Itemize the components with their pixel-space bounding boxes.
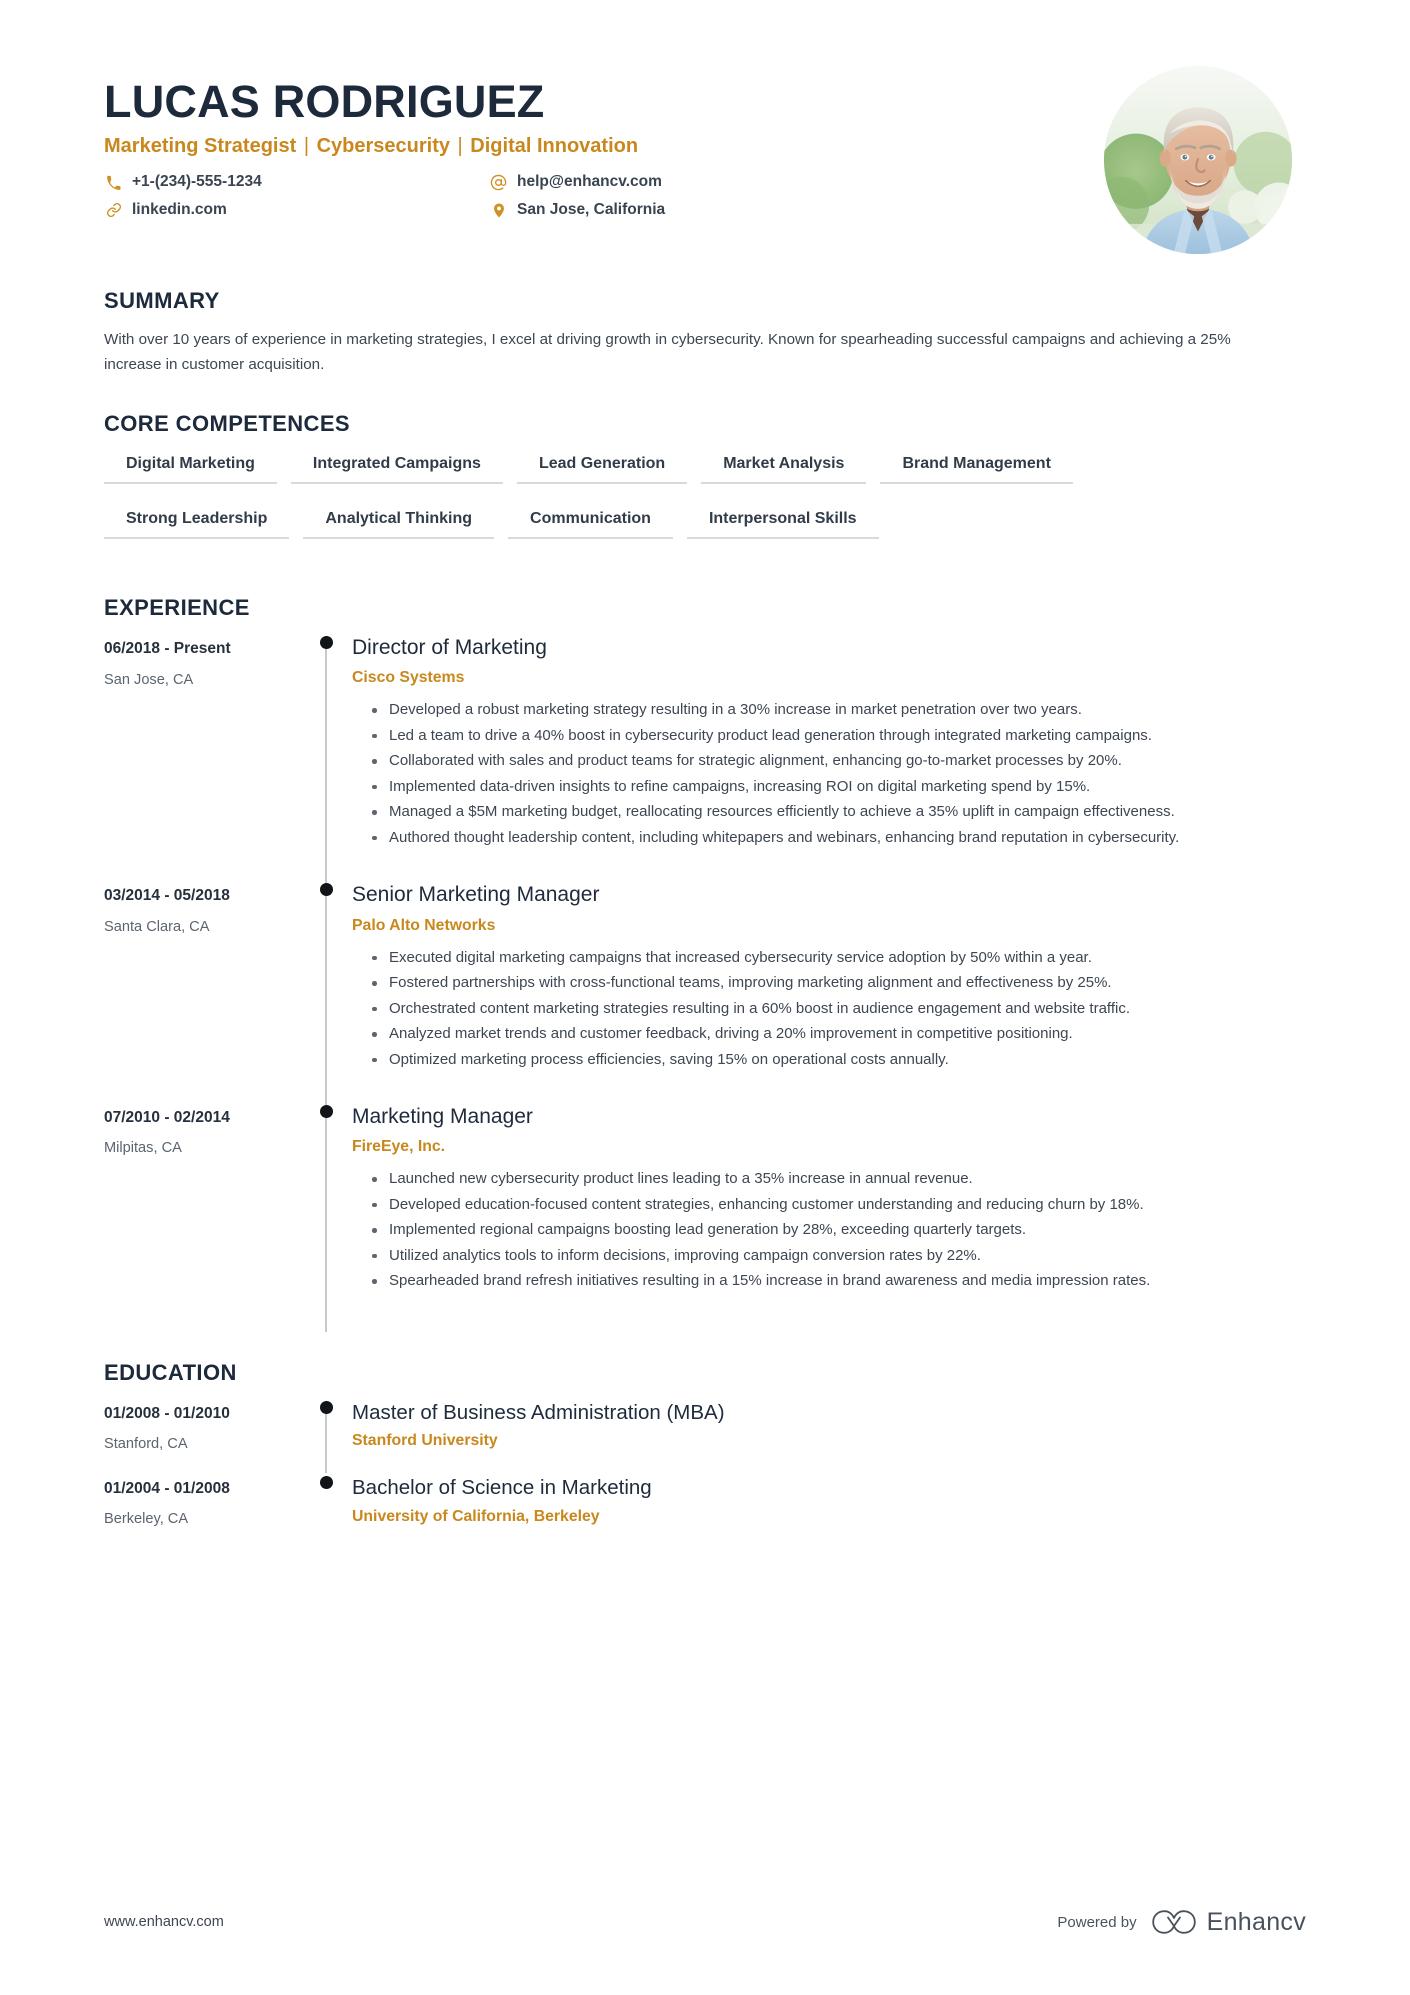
achievement-item: Managed a $5M marketing budget, reallocating resources efficiently to achieve a 35% uplift in campaign effectiveness. (370, 801, 1306, 824)
section-experience (104, 595, 1306, 1325)
timeline-rail (300, 1400, 352, 1475)
company-name: Palo Alto Networks (352, 916, 496, 934)
entry-body (352, 635, 1306, 882)
achievement-list (352, 1168, 1306, 1293)
education-entry-list (104, 1400, 1306, 1551)
entry-location: San Jose, CA (104, 671, 194, 688)
contact-location (489, 201, 824, 220)
page-title: LUCAS RODRIGUEZ (104, 76, 545, 127)
location-pin-icon (489, 202, 508, 219)
achievement-list (352, 947, 1306, 1072)
degree-title: Bachelor of Science in Marketing (352, 1476, 652, 1500)
entry-meta (104, 1475, 300, 1550)
brand-name: Enhancv (1206, 1907, 1306, 1936)
professional-headline (104, 133, 1104, 159)
phone-icon (104, 174, 123, 191)
section-summary (104, 288, 1306, 377)
contact-phone-text: +1-(234)-555-1234 (132, 173, 262, 191)
entry-date: 06/2018 - Present (104, 640, 231, 658)
competence-chip: Integrated Campaigns (291, 451, 503, 484)
timeline-rail (300, 1475, 352, 1550)
contact-linkedin[interactable] (104, 201, 489, 220)
achievement-item: Executed digital marketing campaigns that increased cybersecurity service adoption by 50% within a year. (370, 947, 1306, 970)
avatar (1104, 66, 1292, 254)
achievement-item: Launched new cybersecurity product lines leading to a 35% increase in annual revenue. (370, 1168, 1306, 1191)
achievement-item: Authored thought leadership content, including whitepapers and webinars, enhancing brand reputation in cybersecurity. (370, 827, 1306, 850)
competence-chip-list (104, 451, 1306, 561)
achievement-item: Spearheaded brand refresh initiatives resulting in a 15% increase in brand awareness and media impression rates. (370, 1270, 1306, 1293)
section-title-summary: SUMMARY (104, 288, 220, 313)
school-name: Stanford University (352, 1432, 498, 1450)
entry-location: Berkeley, CA (104, 1511, 189, 1528)
resume-header (104, 0, 1306, 254)
profile-photo-illustration (1104, 66, 1292, 254)
section-title-education: EDUCATION (104, 1359, 237, 1385)
contact-location-text: San Jose, California (517, 200, 666, 218)
achievement-item: Optimized marketing process efficiencies, saving 15% on operational costs annually. (370, 1049, 1306, 1072)
section-title-experience: EXPERIENCE (104, 595, 250, 621)
experience-entry (104, 882, 1306, 1104)
achievement-item: Developed a robust marketing strategy resulting in a 30% increase in market penetration over two years. (370, 699, 1306, 722)
education-entry (104, 1400, 1306, 1475)
page-footer (104, 1907, 1306, 1937)
entry-meta (104, 635, 300, 882)
competence-chip: Interpersonal Skills (687, 506, 879, 539)
enhancv-logo-icon (1151, 1907, 1197, 1937)
entry-date: 07/2010 - 02/2014 (104, 1109, 230, 1127)
timeline-dot-icon (320, 1105, 333, 1118)
competence-chip-row (104, 506, 886, 561)
achievement-item: Implemented data-driven insights to refine campaigns, increasing ROI on digital marketing spend by 15%. (370, 776, 1306, 799)
entry-body (352, 882, 1306, 1104)
contact-linkedin-text: linkedin.com (132, 200, 227, 218)
company-name: FireEye, Inc. (352, 1138, 446, 1156)
achievement-item: Orchestrated content marketing strategies resulting in a 60% boost in audience engagement and website traffic. (370, 998, 1306, 1021)
degree-title: Master of Business Administration (MBA) (352, 1400, 725, 1424)
achievement-item: Developed education-focused content strategies, enhancing customer understanding and reducing churn by 18%. (370, 1194, 1306, 1217)
headline-separator: | (451, 135, 469, 158)
competence-chip-row (104, 451, 1080, 506)
job-title: Senior Marketing Manager (352, 883, 600, 907)
summary-text: With over 10 years of experience in marketing strategies, I excel at driving growth in cybersecurity. Known for spearheading successful campaigns and achieving a 25% increase in customer acquisition. (104, 331, 1231, 373)
timeline-line (325, 1408, 327, 1473)
timeline-rail (300, 882, 352, 1104)
link-icon (104, 202, 123, 219)
timeline-dot-icon (320, 1476, 333, 1489)
headline-part-3: Digital Innovation (470, 135, 639, 158)
school-name: University of California, Berkeley (352, 1507, 600, 1525)
timeline-rail (300, 635, 352, 882)
powered-by-label: Powered by (1057, 1913, 1137, 1931)
timeline-dot-icon (320, 883, 333, 896)
company-name: Cisco Systems (352, 669, 465, 687)
competence-chip: Brand Management (880, 451, 1072, 484)
competence-chip: Strong Leadership (104, 506, 289, 539)
section-title-core-competences: CORE COMPETENCES (104, 411, 350, 437)
headline-part-1: Marketing Strategist (104, 135, 297, 158)
entry-meta (104, 882, 300, 1104)
timeline-line (325, 643, 327, 888)
headline-separator: | (298, 135, 315, 158)
achievement-item: Analyzed market trends and customer feedback, driving a 20% improvement in competitive positioning. (370, 1023, 1306, 1046)
contact-email[interactable] (489, 173, 824, 192)
experience-entry-list (104, 635, 1306, 1325)
experience-entry (104, 1104, 1306, 1326)
contact-phone[interactable] (104, 173, 489, 192)
achievement-item: Implemented regional campaigns boosting lead generation by 28%, exceeding quarterly targets. (370, 1219, 1306, 1242)
footer-website-url[interactable]: www.enhancv.com (104, 1914, 224, 1930)
entry-date: 03/2014 - 05/2018 (104, 887, 230, 905)
timeline-dot-icon (320, 636, 333, 649)
footer-branding (1057, 1907, 1306, 1937)
entry-meta (104, 1104, 300, 1326)
section-education (104, 1360, 1306, 1551)
timeline-line (325, 890, 327, 1110)
entry-location: Santa Clara, CA (104, 918, 210, 935)
timeline-dot-icon (320, 1401, 333, 1414)
achievement-item: Collaborated with sales and product teams for strategic alignment, enhancing go-to-market processes by 20%. (370, 750, 1306, 773)
header-text-block (104, 78, 1104, 219)
headline-part-2: Cybersecurity (316, 135, 450, 158)
competence-chip: Analytical Thinking (303, 506, 494, 539)
achievement-item: Led a team to drive a 40% boost in cybersecurity product lead generation through integrated marketing campaigns. (370, 725, 1306, 748)
entry-body (352, 1475, 1306, 1550)
contact-details (104, 173, 824, 219)
job-title: Director of Marketing (352, 636, 547, 660)
enhancv-brand (1151, 1907, 1306, 1937)
competence-chip: Market Analysis (701, 451, 866, 484)
competence-chip: Lead Generation (517, 451, 687, 484)
experience-entry (104, 635, 1306, 882)
entry-date: 01/2008 - 01/2010 (104, 1404, 230, 1422)
entry-location: Milpitas, CA (104, 1140, 182, 1157)
achievement-item: Fostered partnerships with cross-functional teams, improving marketing alignment and effectiveness by 25%. (370, 972, 1306, 995)
timeline-line (325, 1112, 327, 1332)
timeline-rail (300, 1104, 352, 1326)
competence-chip: Communication (508, 506, 673, 539)
entry-body (352, 1104, 1306, 1326)
contact-email-text: help@enhancv.com (517, 173, 662, 191)
at-sign-icon (489, 174, 508, 191)
education-entry (104, 1475, 1306, 1550)
entry-date: 01/2004 - 01/2008 (104, 1480, 230, 1498)
entry-location: Stanford, CA (104, 1436, 188, 1453)
section-core-competences (104, 411, 1306, 561)
achievement-list (352, 699, 1306, 849)
entry-body (352, 1400, 1306, 1475)
job-title: Marketing Manager (352, 1105, 533, 1129)
entry-meta (104, 1400, 300, 1475)
achievement-item: Utilized analytics tools to inform decisions, improving campaign conversion rates by 22%. (370, 1245, 1306, 1268)
competence-chip: Digital Marketing (104, 451, 277, 484)
